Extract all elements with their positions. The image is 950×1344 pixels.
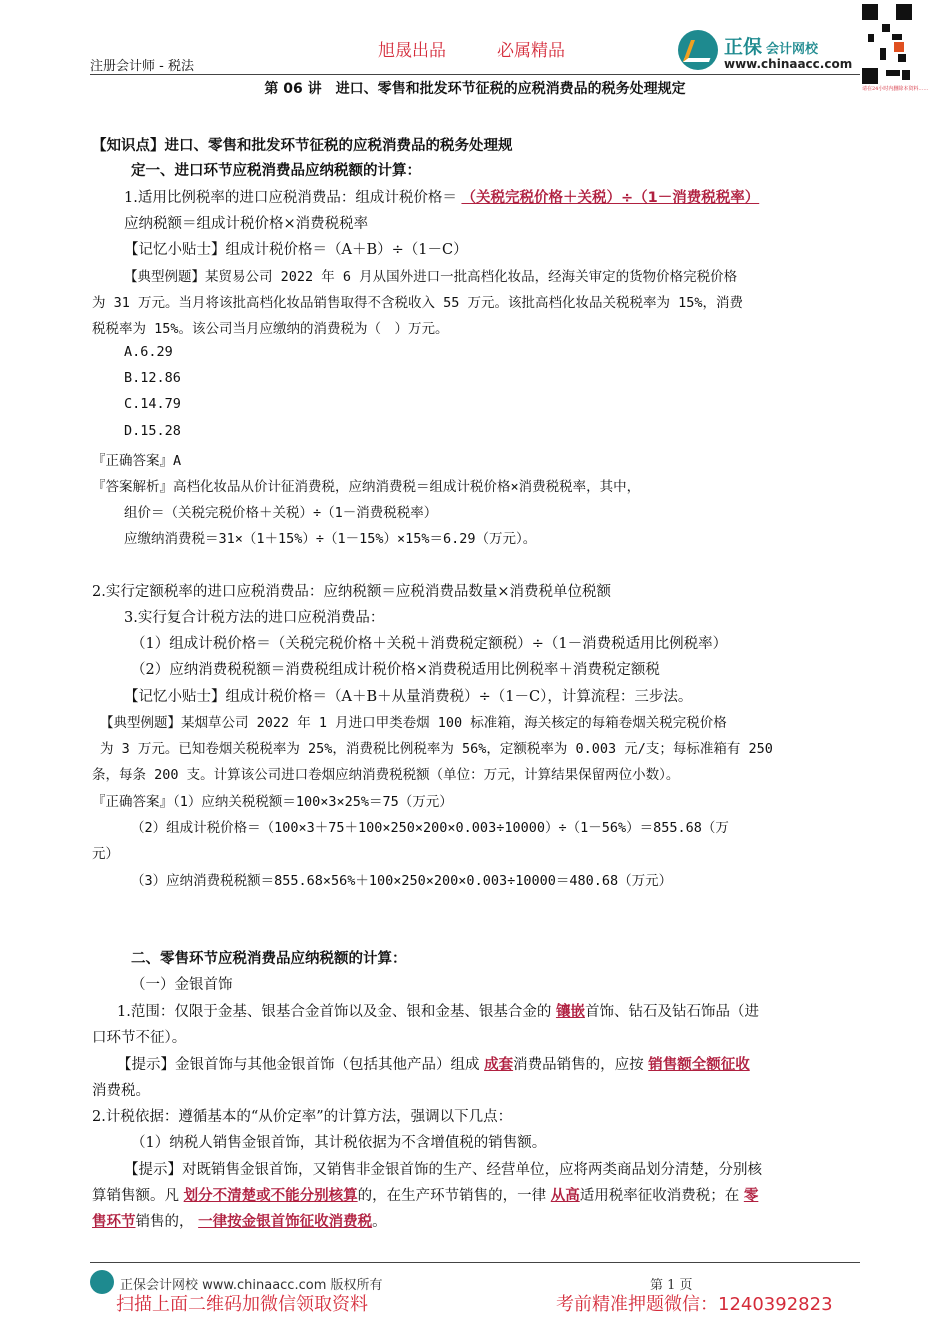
course-label: 注册会计师 - 税法	[90, 59, 194, 74]
example-2-line-a: 【典型例题】某烟草公司 2022 年 1 月进口甲类卷烟 100 标准箱，海关核定的每箱卷烟关税完税价格	[100, 715, 727, 731]
analysis-line-c: 应缴纳消费税＝31×（1＋15%）÷（1－15%）×15%＝6.29（万元）。	[124, 531, 537, 547]
option-a: A.6.29	[124, 344, 173, 360]
correct-answer-2-step-3: （3）应纳消费税税额＝855.68×56%＋100×250×200×0.003÷10000＝480.68（万元）	[131, 873, 673, 889]
tip-1: 【提示】金银首饰与其他金银首饰（包括其他产品）组成 成套消费品销售的，应按 销售额全额征收	[117, 1057, 750, 1073]
option-c: C.14.79	[124, 396, 181, 412]
brand-tag-left: 旭晟出品	[378, 41, 446, 61]
tax-basis-1: （1）纳税人销售金银首饰，其计税依据为不含增值税的销售额。	[131, 1135, 547, 1151]
example-1-line-a: 【典型例题】某贸易公司 2022 年 6 月从国外进口一批高档化妆品，经海关审定的货物价格完税价格	[124, 269, 738, 285]
qr-note: 请在24小时内删除本资料……	[862, 86, 929, 92]
analysis-line-b: 组价＝（关税完税价格＋关税）÷（1－消费税税率）	[124, 505, 438, 521]
header-rule	[90, 74, 860, 75]
analysis-line-a: 『答案解析』高档化妆品从价计征消费税，应纳消费税＝组成计税价格×消费税税率，其中，	[92, 479, 641, 495]
correct-answer-1: 『正确答案』A	[92, 453, 182, 469]
footer-logo-icon	[90, 1270, 114, 1294]
import-rate-formula: 1.适用比例税率的进口应税消费品：组成计税价格＝ （关税完税价格＋关税）÷（1－消费税税率）	[124, 190, 760, 206]
option-b: B.12.86	[124, 370, 181, 386]
example-2-line-c: 条，每条 200 支。计算该公司进口卷烟应纳消费税税额（单位：万元，计算结果保留两位小数）。	[92, 767, 680, 783]
knowledge-heading-a: 【知识点】进口、零售和批发环节征税的应税消费品的税务处理规	[92, 138, 513, 154]
tip-2-line-b: 算销售额。凡 划分不清楚或不能分别核算的，在生产环节销售的，一律 从高适用税率征收消费税；在 零	[92, 1188, 759, 1204]
example-1-line-b: 为 31 万元。当月将该批高档化妆品销售取得不含税收入 55 万元。该批高档化妆品关税税率为 15%，消费	[92, 295, 744, 311]
memory-tip-1: 【记忆小贴士】组成计税价格＝（A＋B）÷（1－C）	[124, 242, 468, 258]
page-number: 第 1 页	[650, 1278, 693, 1293]
correct-answer-2-step-2a: （2）组成计税价格＝（100×3＋75＋100×250×200×0.003÷10000）÷（1－56%）＝855.68（万	[131, 820, 729, 836]
logo-mark-icon	[678, 30, 718, 70]
banner-left: 扫描上面二维码加微信领取资料	[116, 1294, 368, 1315]
footer-rule	[90, 1262, 860, 1263]
correct-answer-2-step-2b: 元）	[92, 846, 119, 862]
scope-line-b: 口环节不征）。	[92, 1030, 187, 1046]
fixed-rate-formula: 2.实行定额税率的进口应税消费品：应纳税额＝应税消费品数量×消费税单位税额	[92, 584, 611, 600]
compound-heading: 3.实行复合计税方法的进口应税消费品：	[124, 610, 385, 626]
example-1-line-c: 税税率为 15%。该公司当月应缴纳的消费税为（ ）万元。	[92, 321, 449, 337]
tip-2-line-a: 【提示】对既销售金银首饰，又销售非金银首饰的生产、经营单位，应将两类商品划分清楚，分别核	[124, 1162, 762, 1178]
brand-tag-right: 必属精品	[497, 41, 565, 61]
compound-step-2: （2）应纳消费税税额＝消费税组成计税价格×消费税适用比例税率＋消费税定额税	[131, 662, 660, 678]
memory-tip-2: 【记忆小贴士】组成计税价格＝（A＋B＋从量消费税）÷（1－C），计算流程：三步法。	[124, 689, 693, 705]
compound-step-1: （1）组成计税价格＝（关税完税价格＋关税＋消费税定额税）÷（1－消费税适用比例税率）	[131, 636, 728, 652]
qr-code-icon	[862, 4, 912, 84]
tax-formula: 应纳税额＝组成计税价格×消费税税率	[124, 216, 369, 232]
correct-answer-2-step-1: 『正确答案』（1）应纳关税税额＝100×3×25%＝75（万元）	[92, 794, 453, 810]
scope-line: 1.范围：仅限于金基、银基合金首饰以及金、银和金基、银基合金的 镶嵌首饰、钻石及钻石饰品（进	[117, 1004, 759, 1020]
logo-title: 正保 会计网校	[724, 36, 819, 58]
banner-right: 考前精准押题微信：1240392823	[556, 1294, 833, 1315]
tip-2-line-c: 售环节销售的， 一律按金银首饰征收消费税。	[92, 1214, 387, 1230]
retail-heading: 二、零售环节应税消费品应纳税额的计算：	[131, 951, 407, 967]
logo-url: www.chinaacc.com	[724, 57, 853, 71]
example-2-line-b: 为 3 万元。已知卷烟关税税率为 25%，消费税比例税率为 56%，定额税率为 0.003 元/支；每标准箱有 250	[100, 741, 773, 757]
footer-copyright: 正保会计网校 www.chinaacc.com 版权所有	[120, 1278, 383, 1293]
knowledge-heading-b: 定一、进口环节应税消费品应纳税额的计算：	[131, 163, 421, 179]
tax-basis: 2.计税依据：遵循基本的“从价定率”的计算方法，强调以下几点：	[92, 1109, 513, 1125]
option-d: D.15.28	[124, 423, 181, 439]
chinaacc-logo	[678, 30, 858, 76]
tip-1-line-b: 消费税。	[92, 1083, 150, 1099]
lecture-title: 第 06 讲 进口、零售和批发环节征税的应税消费品的税务处理规定	[264, 81, 686, 97]
jewelry-subheading: （一）金银首饰	[131, 977, 233, 993]
